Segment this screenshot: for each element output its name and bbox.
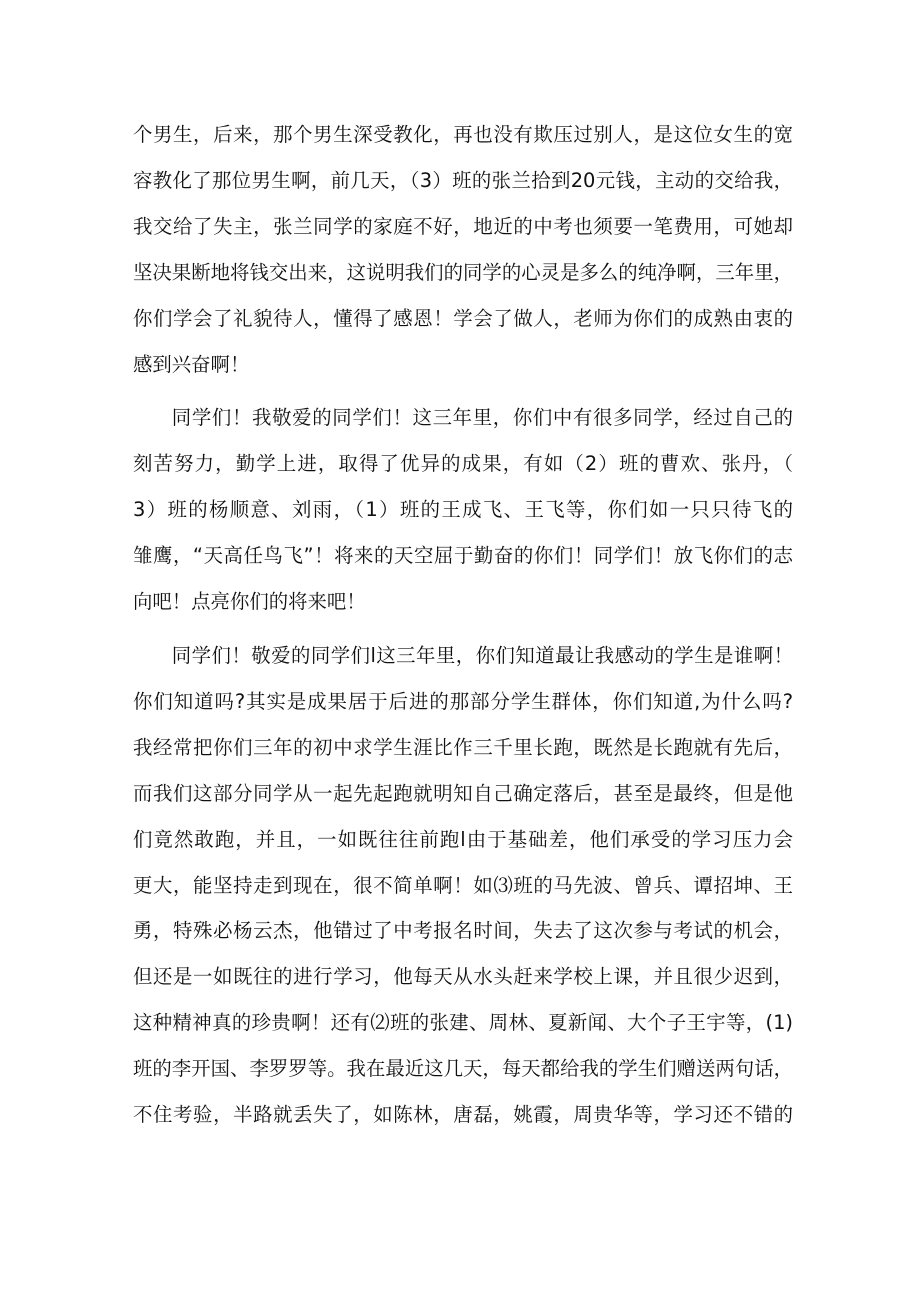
- text-line: 班的李开国、李罗罗等。我在最近这几天，每天都给我的学生们赠送两句话，: [133, 1057, 793, 1081]
- text-line: 坚决果断地将钱交出来，这说明我们的同学的心灵是多么的纯净啊，三年里，: [133, 260, 793, 284]
- text-line: 雏鹰，“天高任鸟飞”！将来的天空屈于勤奋的你们！同学们！放飞你们的志: [133, 544, 793, 568]
- document-body: [133, 112, 793, 1146]
- text-line: 勇，特殊必杨云杰，他错过了中考报名时间，失去了这次参与考试的机会，: [133, 919, 793, 943]
- text-line: 同学们！敬爱的同学们l这三年里，你们知道最让我感动的学生是谁啊！: [171, 643, 793, 667]
- paragraph-2: [133, 395, 793, 625]
- text-line: 我经常把你们三年的初中求学生涯比作三千里长跑，既然是长跑就有先后，: [133, 735, 793, 759]
- text-line: 你们学会了礼貌待人，懂得了感恩！学会了做人，老师为你们的成熟由衷的: [133, 306, 793, 330]
- text-line: 而我们这部分同学从一起先起跑就明知自己确定落后，甚至是最终，但是他: [133, 781, 793, 805]
- text-line: 刻苦努力，勤学上进，取得了优异的成果，有如（2）班的曹欢、张丹，（: [133, 452, 793, 476]
- text-line: 向吧！点亮你们的将来吧！: [133, 590, 366, 614]
- text-line: 容教化了那位男生啊，前几天，（3）班的张兰拾到20元钱，主动的交给我，: [133, 168, 793, 192]
- text-line: 不住考验，半路就丢失了，如陈林，唐磊，姚霞，周贵华等，学习还不错的: [133, 1103, 793, 1127]
- text-line: 你们知道吗?其实是成果居于后进的那部分学生群体，你们知道,为什么吗?: [133, 689, 793, 713]
- paragraph-1: [133, 112, 793, 387]
- text-line: 们竟然敢跑，并且，一如既往往前跑l由于基础差，他们承受的学习压力会: [133, 827, 793, 851]
- text-line: 同学们！我敬爱的同学们！这三年里，你们中有很多同学，经过自己的: [171, 406, 793, 430]
- text-line: 我交给了失主，张兰同学的家庭不好，地近的中考也须要一笔费用，可她却: [133, 214, 793, 238]
- paragraph-3: [133, 633, 793, 1138]
- text-line: 但还是一如既往的进行学习，他每天从水头赶来学校上课，并且很少迟到，: [133, 965, 793, 989]
- text-line: 这种精神真的珍贵啊！还有⑵班的张建、周林、夏新闻、大个子王宇等，(1): [133, 1011, 793, 1035]
- text-line: 更大，能坚持走到现在，很不简单啊！如⑶班的马先波、曾兵、谭招坤、王: [133, 873, 793, 897]
- text-line: 3）班的杨顺意、刘雨，（1）班的王成飞、王飞等，你们如一只只待飞的: [133, 498, 793, 522]
- text-line: 感到兴奋啊！: [133, 352, 250, 376]
- text-line: 个男生，后来，那个男生深受教化，再也没有欺压过别人，是这位女生的宽: [133, 123, 793, 146]
